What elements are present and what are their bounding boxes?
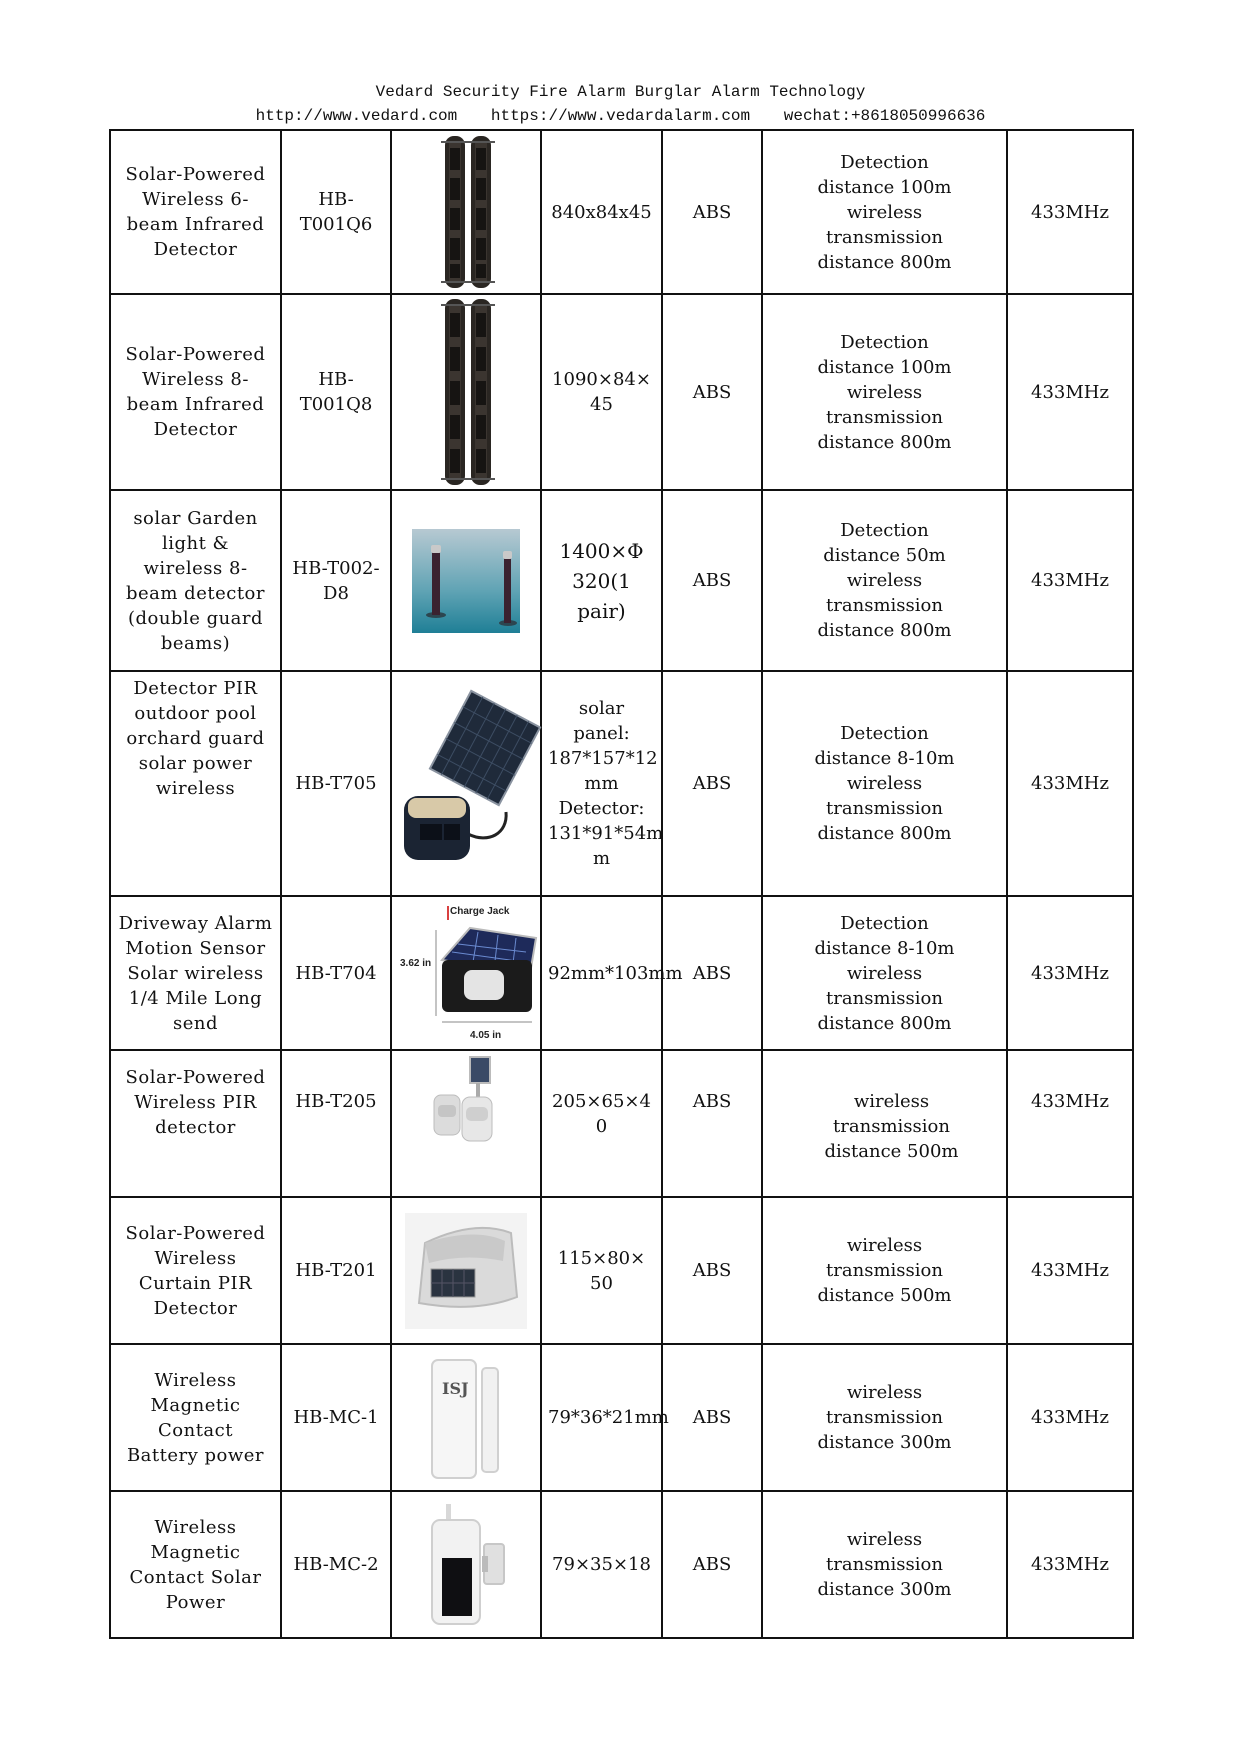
table-row [110,1344,1133,1491]
product-name: Solar-Powered Wireless 8- beam Infrared Detector [110,294,281,490]
product-distance: wireless transmission distance 500m [762,1197,1007,1344]
product-distance: Detection distance 8-10m wireless transmission distance 800m [762,671,1007,896]
product-material: ABS [662,1491,762,1638]
product-distance: Detection distance 100m wireless transmission distance 800m [762,294,1007,490]
product-frequency: 433MHz [1007,1344,1133,1491]
table-row [110,1050,1133,1197]
product-size: 92mm*103mm [541,896,662,1050]
product-name: Detector PIR outdoor pool orchard guard solar power wireless [110,671,281,896]
product-name: solar Garden light & wireless 8- beam detector (double guard beams) [110,490,281,671]
product-model: HB-T001Q8 [281,294,391,490]
product-material: ABS [662,896,762,1050]
product-model: HB-T705 [281,671,391,896]
page-header [0,80,1241,128]
table-row [110,1197,1133,1344]
product-model: HB-MC-1 [281,1344,391,1491]
driveway-sensor-icon [391,896,541,1050]
product-name: Wireless Magnetic Contact Battery power [110,1344,281,1491]
product-size: 115×80× 50 [541,1197,662,1344]
product-name: Wireless Magnetic Contact Solar Power [110,1491,281,1638]
table-row [110,671,1133,896]
product-frequency: 433MHz [1007,896,1133,1050]
table-row [110,896,1133,1050]
product-material: ABS [662,671,762,896]
charge-jack-label: Charge Jack [450,906,510,917]
product-material: ABS [662,1050,762,1197]
product-material: ABS [662,1197,762,1344]
table-row [110,130,1133,294]
product-size: 79*36*21mm [541,1344,662,1491]
garden-light-pair-icon [391,490,541,671]
product-name: Driveway Alarm Motion Sensor Solar wireless 1/4 Mile Long send [110,896,281,1050]
product-frequency: 433MHz [1007,671,1133,896]
website-link-2[interactable]: https://www.vedardalarm.com [490,107,751,125]
product-size: 840x84x45 [541,130,662,294]
table-row [110,1491,1133,1638]
solar-door-contact-icon [391,1491,541,1638]
product-model: HB-T001Q6 [281,130,391,294]
website-link-1[interactable]: http://www.vedard.com [255,107,458,125]
product-distance: wireless transmission distance 500m [762,1050,1007,1197]
product-model: HB-T205 [281,1050,391,1197]
product-size: 205×65×4 0 [541,1050,662,1197]
product-distance: Detection distance 100m wireless transmission distance 800m [762,130,1007,294]
wechat-contact: wechat:+8618050996636 [783,107,986,125]
product-size: 1090×84× 45 [541,294,662,490]
product-size: 79×35×18 [541,1491,662,1638]
product-table [109,129,1134,1639]
product-distance: Detection distance 8-10m wireless transmission distance 800m [762,896,1007,1050]
product-distance: wireless transmission distance 300m [762,1344,1007,1491]
solar-panel-pir-icon [391,671,541,896]
product-size: solar panel: 187*157*12 mm Detector: 131*91*54m m [541,671,662,896]
product-frequency: 433MHz [1007,1491,1133,1638]
width-label: 4.05 in [470,1030,502,1041]
product-distance: wireless transmission distance 300m [762,1491,1007,1638]
product-model: HB-T704 [281,896,391,1050]
product-size: 1400×Φ 320(1 pair) [541,490,662,671]
product-material: ABS [662,294,762,490]
product-name: Solar-Powered Wireless PIR detector [110,1050,281,1197]
product-material: ABS [662,490,762,671]
product-frequency: 433MHz [1007,490,1133,671]
twin-beam-tower-icon [391,294,541,490]
company-name: Vedard Security Fire Alarm Burglar Alarm Technology [375,83,866,101]
product-model: HB-T002- D8 [281,490,391,671]
twin-beam-tower-icon [391,130,541,294]
product-material: ABS [662,130,762,294]
svg-text:ISJ: ISJ [442,1378,469,1398]
product-distance: Detection distance 50m wireless transmission distance 800m [762,490,1007,671]
table-row [110,294,1133,490]
product-model: HB-MC-2 [281,1491,391,1638]
product-frequency: 433MHz [1007,1050,1133,1197]
product-frequency: 433MHz [1007,130,1133,294]
table-row [110,490,1133,671]
height-label: 3.62 in [400,958,432,969]
door-contact-icon [391,1344,541,1491]
product-name: Solar-Powered Wireless 6- beam Infrared Detector [110,130,281,294]
product-frequency: 433MHz [1007,294,1133,490]
solar-pir-detector-icon [391,1050,541,1197]
product-model: HB-T201 [281,1197,391,1344]
product-name: Solar-Powered Wireless Curtain PIR Detector [110,1197,281,1344]
product-frequency: 433MHz [1007,1197,1133,1344]
contact-line [0,104,1241,128]
product-material: ABS [662,1344,762,1491]
curtain-pir-icon [391,1197,541,1344]
